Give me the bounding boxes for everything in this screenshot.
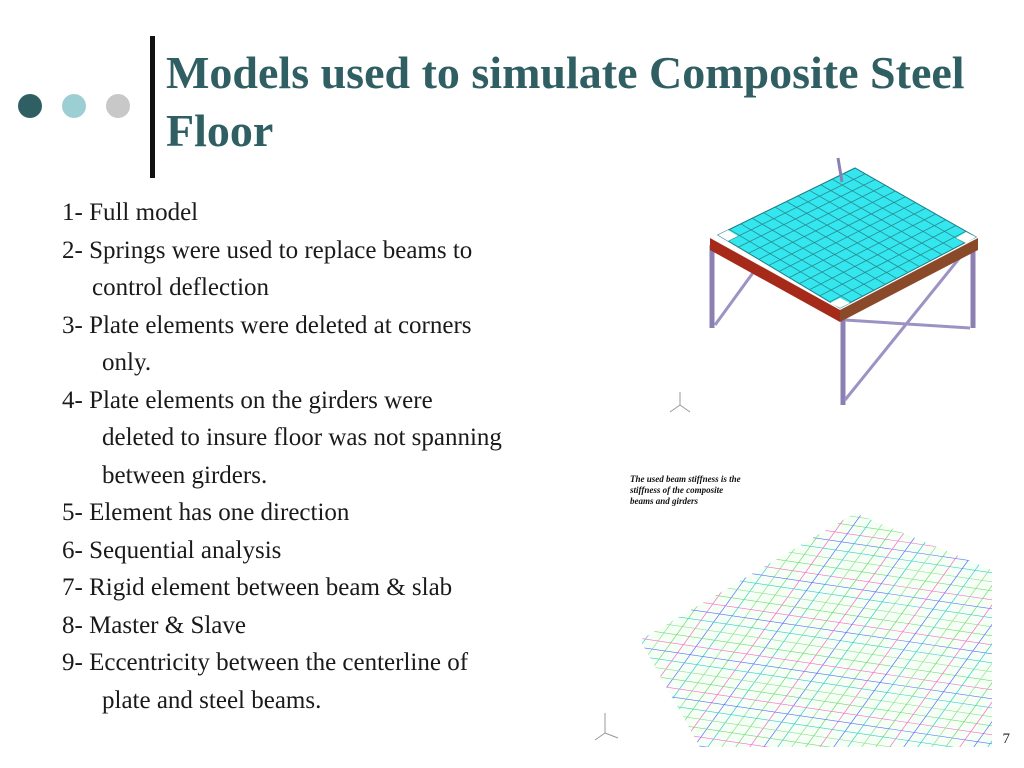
mesh-line	[590, 505, 1000, 547]
mesh-line	[590, 505, 602, 755]
title-divider	[150, 36, 155, 178]
mesh-line	[590, 748, 1000, 755]
list-item	[62, 382, 622, 495]
floor-model-figure	[660, 150, 990, 420]
list-item	[62, 232, 622, 307]
accent-dot-1	[18, 94, 42, 118]
item-line: 3- Plate elements were deleted at corners	[62, 311, 472, 339]
list-item	[62, 494, 622, 532]
slide-title: Models used to simulate Composite Steel Floor	[166, 47, 965, 156]
item-line-continued: only.	[102, 349, 152, 376]
mesh-line	[590, 505, 1000, 520]
caption-line: beams and girders	[630, 496, 699, 506]
item-line: 9- Eccentricity between the centerline of	[62, 649, 469, 676]
caption-line: The used beam stiffness is the	[630, 474, 741, 484]
item-line: 6- Sequential analysis	[62, 536, 282, 564]
item-line-continued: between girders.	[102, 461, 268, 489]
figure-caption	[630, 474, 770, 507]
caption-line: stiffness of the composite	[630, 485, 724, 495]
item-line: 5- Element has one direction	[62, 499, 350, 526]
mesh-line	[590, 505, 658, 755]
mesh-line	[590, 505, 1000, 511]
item-line-continued: plate and steel beams.	[102, 686, 322, 714]
mesh-line	[590, 505, 1000, 529]
item-line-continued: deleted to insure floor was not spanning	[102, 424, 502, 451]
mesh-line	[996, 505, 1000, 755]
mesh-line	[590, 505, 644, 755]
bullet-list	[62, 194, 622, 719]
list-item	[62, 607, 622, 645]
item-line: 1- Full model	[62, 199, 199, 226]
item-line: 4- Plate elements on the girders were	[62, 386, 433, 414]
item-line: 7- Rigid element between beam & slab	[62, 574, 453, 601]
list-item	[62, 307, 622, 382]
list-item	[62, 644, 622, 719]
list-item	[62, 569, 622, 607]
mesh-line	[590, 505, 1000, 538]
list-item	[62, 532, 622, 570]
mesh-model-figure	[590, 505, 1000, 755]
item-line: 2- Springs were used to replace beams to	[62, 236, 473, 264]
page-number: 7	[1002, 731, 1010, 747]
list-item	[62, 194, 622, 232]
item-line-continued: control deflection	[92, 274, 270, 301]
mesh-line	[590, 505, 630, 755]
accent-dot-3	[106, 94, 130, 118]
item-line: 8- Master & Slave	[62, 611, 246, 639]
mesh-line	[590, 505, 616, 755]
accent-dot-2	[62, 94, 86, 118]
